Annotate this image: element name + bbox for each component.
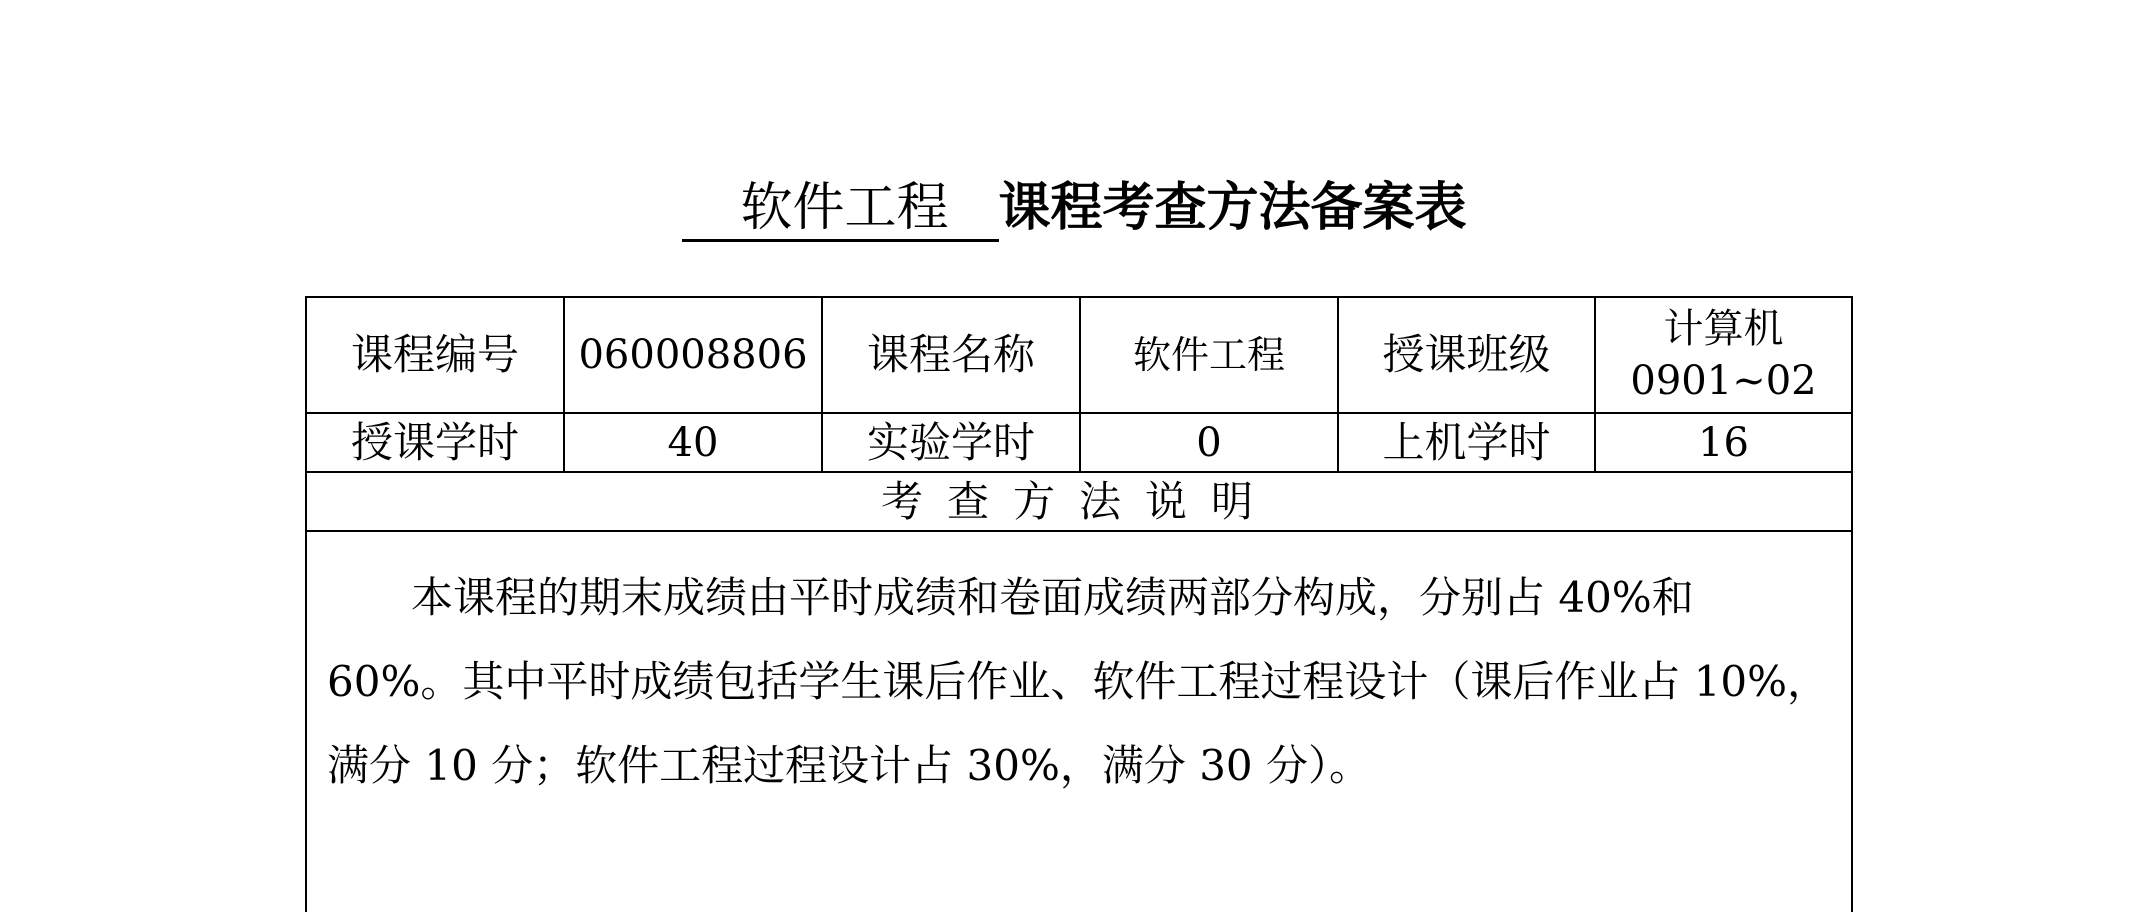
class-value-line1: 计算机 bbox=[1663, 306, 1784, 352]
class-value bbox=[1595, 297, 1852, 413]
page-title bbox=[0, 172, 2149, 244]
description-text: 本课程的期末成绩由平时成绩和卷面成绩两部分构成，分别占 40%和 60%。其中平时成绩包括学生课后作业、软件工程过程设计（课后作业占 10%，满分 10 分；软件工程过程设计占 30%，满分 30 分）。 bbox=[327, 573, 1830, 790]
computer-hours-label: 上机学时 bbox=[1338, 413, 1595, 472]
description-cell bbox=[306, 531, 1852, 912]
section-header: 考查方法说明 bbox=[306, 472, 1852, 531]
lecture-hours-value: 40 bbox=[564, 413, 822, 472]
course-code-value: 060008806 bbox=[564, 297, 822, 413]
lecture-hours-label: 授课学时 bbox=[306, 413, 564, 472]
class-value-line2: 0901~02 bbox=[1630, 358, 1817, 404]
lab-hours-value: 0 bbox=[1080, 413, 1338, 472]
course-code-label: 课程编号 bbox=[306, 297, 564, 413]
class-label: 授课班级 bbox=[1338, 297, 1595, 413]
table-row bbox=[306, 297, 1852, 413]
course-info-table bbox=[305, 296, 1853, 912]
lab-hours-label: 实验学时 bbox=[822, 413, 1080, 472]
computer-hours-value: 16 bbox=[1595, 413, 1852, 472]
course-name-blank: 软件工程 bbox=[682, 177, 998, 242]
form-title: 课程考查方法备案表 bbox=[998, 177, 1467, 238]
course-name-value: 软件工程 bbox=[1080, 297, 1338, 413]
table-row bbox=[306, 531, 1852, 912]
table-row bbox=[306, 472, 1852, 531]
course-name-label: 课程名称 bbox=[822, 297, 1080, 413]
table-row bbox=[306, 413, 1852, 472]
